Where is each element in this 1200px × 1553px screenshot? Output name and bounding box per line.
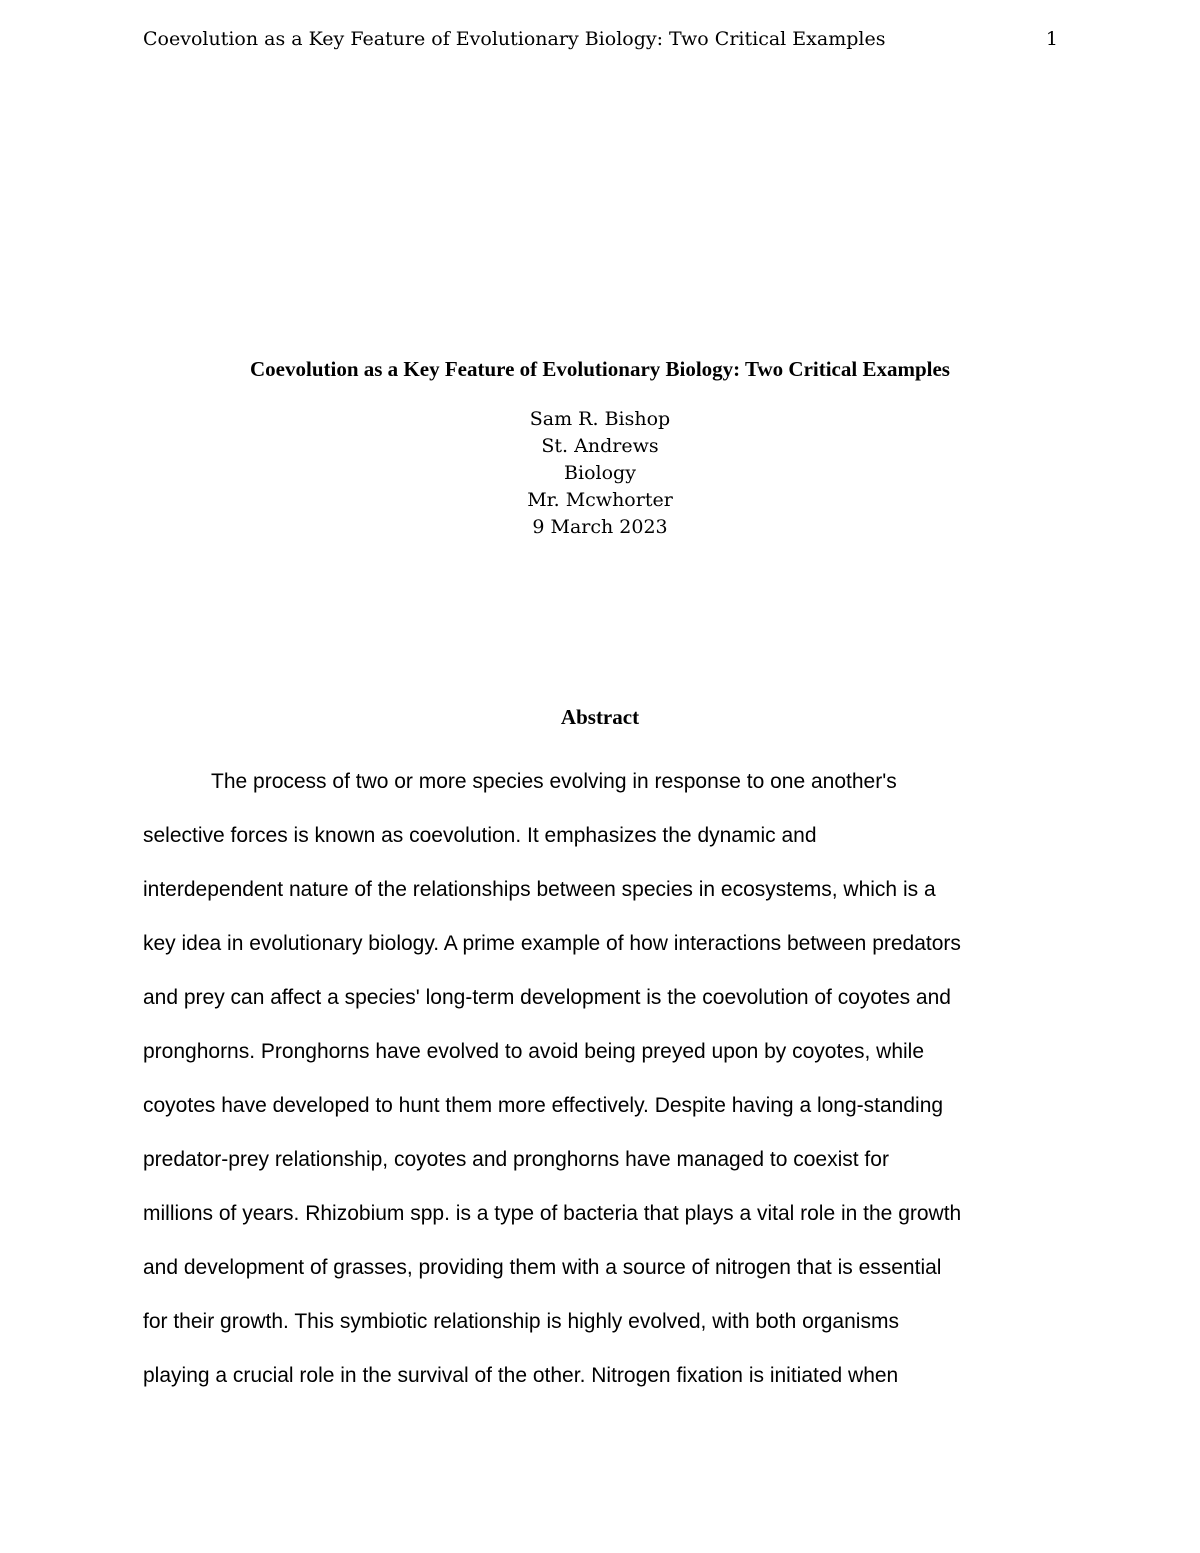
paper-date: 9 March 2023 [532, 516, 668, 538]
page-number: 1 [1045, 28, 1058, 50]
abstract-line: pronghorns. Pronghorns have evolved to avoid being preyed upon by coyotes, while [143, 1040, 925, 1063]
abstract-line: selective forces is known as coevolution. It emphasizes the dynamic and [143, 824, 817, 847]
abstract-line: for their growth. This symbiotic relationship is highly evolved, with both organisms [143, 1310, 899, 1333]
abstract-line: interdependent nature of the relationships between species in ecosystems, which is a [143, 878, 936, 901]
abstract-line: and prey can affect a species' long-term development is the coevolution of coyotes and [143, 986, 951, 1009]
abstract-heading: Abstract [560, 705, 640, 729]
abstract-body [143, 755, 1057, 1403]
title-block [0, 354, 1200, 541]
running-head: Coevolution as a Key Feature of Evolutionary Biology: Two Critical Examples [143, 28, 886, 50]
abstract-line: predator-prey relationship, coyotes and pronghorns have managed to coexist for [143, 1148, 889, 1171]
abstract-line: and development of grasses, providing them with a source of nitrogen that is essential [143, 1256, 942, 1279]
author-name: Sam R. Bishop [529, 408, 671, 430]
abstract-line: coyotes have developed to hunt them more effectively. Despite having a long-standing [143, 1094, 944, 1117]
paper-title: Coevolution as a Key Feature of Evolutionary Biology: Two Critical Examples [250, 357, 950, 381]
abstract-line: playing a crucial role in the survival of the other. Nitrogen fixation is initiated when [143, 1364, 899, 1387]
abstract-line: key idea in evolutionary biology. A prime example of how interactions between predators [143, 932, 961, 955]
abstract-line: The process of two or more species evolving in response to one another's [211, 770, 897, 793]
institution: St. Andrews [541, 435, 659, 457]
course-name: Biology [564, 462, 636, 484]
instructor-name: Mr. Mcwhorter [527, 489, 673, 511]
abstract-line: millions of years. Rhizobium spp. is a type of bacteria that plays a vital role in the growth [143, 1202, 962, 1225]
